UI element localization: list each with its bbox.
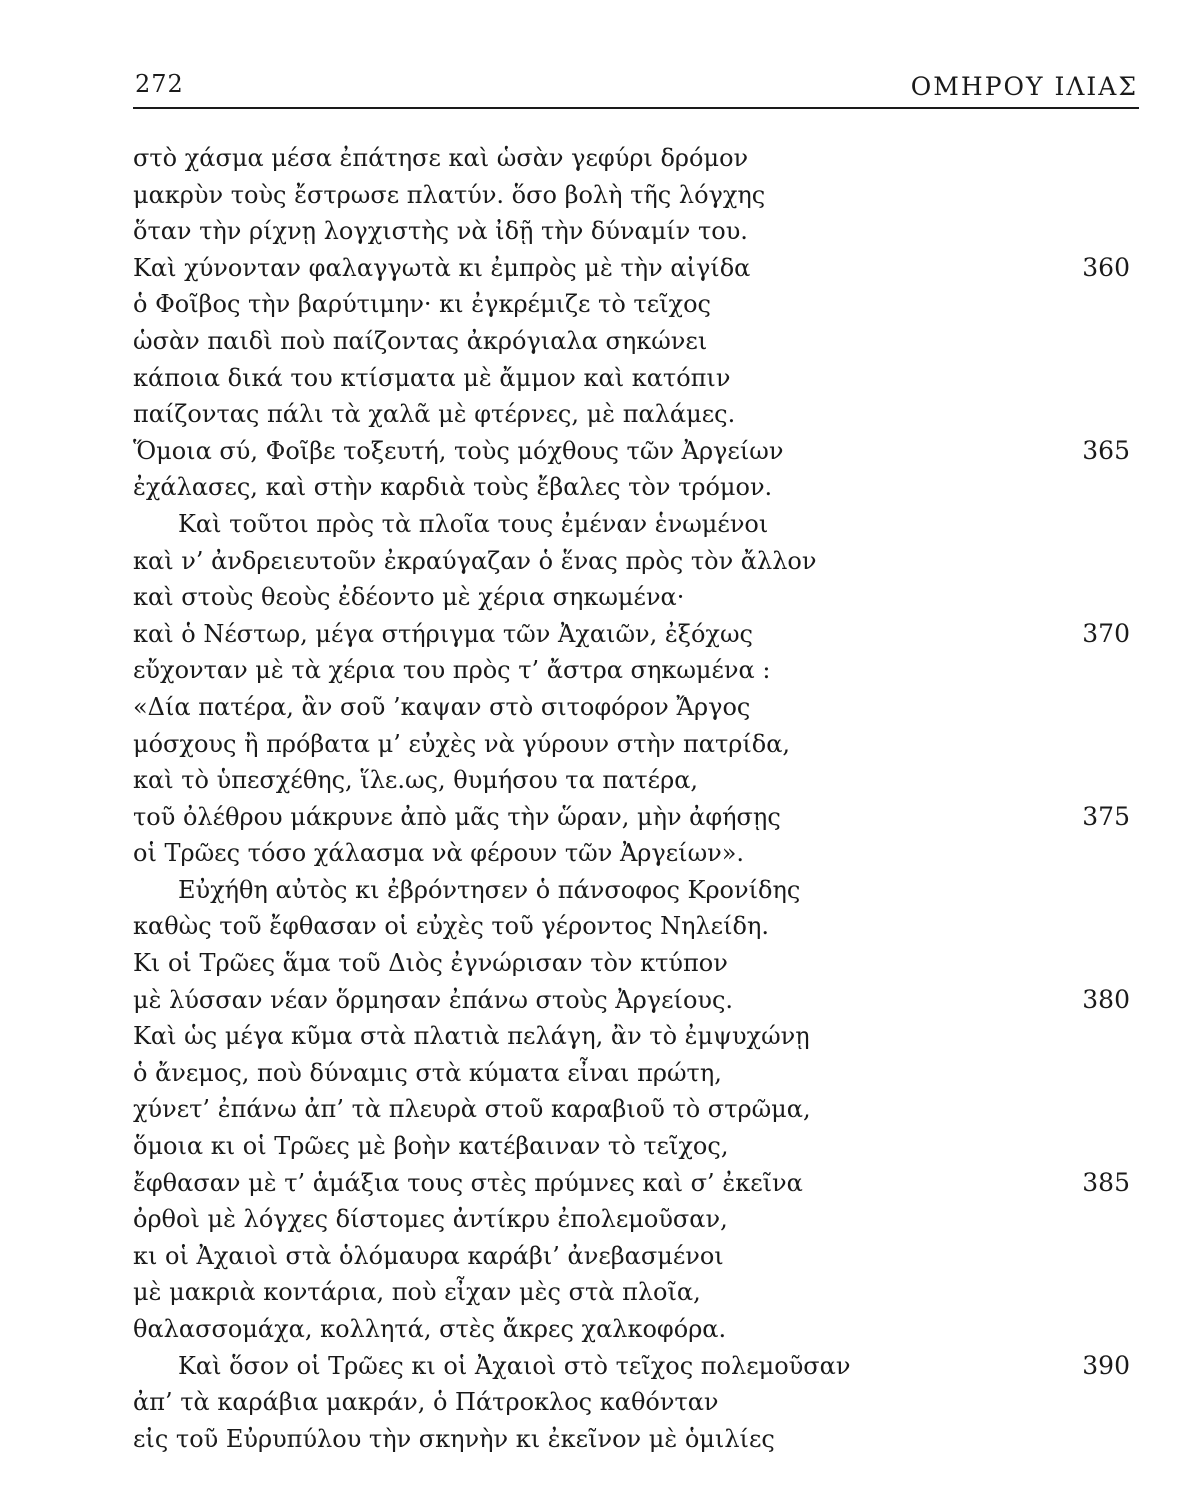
verse-line: [0, 506, 1190, 543]
verse-text: Καὶ ὡς μέγα κῦμα στὰ πλατιὰ πελάγη, ἂν τὸ ἐμψυχώνῃ: [133, 1022, 810, 1051]
verse-text: Καὶ τοῦτοι πρὸς τὰ πλοῖα τους ἐμέναν ἑνωμένοι: [178, 509, 769, 538]
verse-line: [0, 323, 1190, 360]
verse-text: κι οἱ Ἀχαιοὶ στὰ ὁλόμαυρα καράβι’ ἀνεβασμένοι: [133, 1241, 724, 1270]
verse-line: [0, 799, 1190, 836]
verse-text: Ὅμοια σύ, Φοῖβε τοξευτή, τοὺς μόχθους τῶν Ἀργείων: [133, 436, 784, 465]
line-number: 380: [1082, 984, 1130, 1014]
line-number: 360: [1082, 252, 1130, 282]
line-number: 370: [1082, 618, 1130, 648]
verse-line: [0, 1274, 1190, 1311]
running-title: ΟΜΗΡΟΥ ΙΛΙΑΣ: [910, 72, 1138, 101]
verse-line: [0, 177, 1190, 214]
verse-line: [0, 1018, 1190, 1055]
line-number: 375: [1082, 801, 1130, 831]
verse-line: [0, 616, 1190, 653]
verse-block: [0, 140, 1190, 1457]
verse-text: καὶ ὁ Νέστωρ, μέγα στήριγμα τῶν Ἀχαιῶν, ἐξόχως: [133, 619, 753, 648]
verse-line: [0, 286, 1190, 323]
verse-line: [0, 360, 1190, 397]
page-number: 272: [135, 70, 184, 98]
verse-text: χύνετ’ ἐπάνω ἀπ’ τὰ πλευρὰ στοῦ καραβιοῦ τὸ στρῶμα,: [133, 1095, 811, 1124]
verse-text: ὅταν τὴν ρίχνῃ λογχιστὴς νὰ ἰδῇ τὴν δύναμίν του.: [133, 217, 748, 246]
verse-line: [0, 835, 1190, 872]
verse-text: Κι οἱ Τρῶες ἅμα τοῦ Διὸς ἐγνώρισαν τὸν κτύπον: [133, 949, 728, 978]
verse-line: [0, 469, 1190, 506]
verse-text: Καὶ χύνονταν φαλαγγωτὰ κι ἐμπρὸς μὲ τὴν αἰγίδα: [133, 253, 751, 282]
verse-text: μόσχους ἢ πρόβατα μ’ εὐχὲς νὰ γύρουν στὴν πατρίδα,: [133, 729, 791, 758]
verse-line: [0, 872, 1190, 909]
verse-line: [0, 396, 1190, 433]
verse-line: [0, 652, 1190, 689]
verse-text: θαλασσομάχα, κολλητά, στὲς ἄκρες χαλκοφόρα.: [133, 1315, 727, 1343]
verse-text: μακρὺν τοὺς ἔστρωσε πλατύν. ὅσο βολὴ τῆς λόγχης: [133, 180, 766, 209]
verse-text: οἱ Τρῶες τόσο χάλασμα νὰ φέρουν τῶν Ἀργείων».: [133, 839, 745, 868]
verse-line: [0, 1348, 1190, 1385]
verse-text: παίζοντας πάλι τὰ χαλᾶ μὲ φτέρνες, μὲ παλάμες.: [133, 400, 736, 429]
verse-line: [0, 140, 1190, 177]
verse-line: [0, 689, 1190, 726]
line-number: 365: [1082, 435, 1130, 465]
verse-text: καὶ τὸ ὑπεσχέθης, ἵλε.ως, θυμήσου τα πατέρα,: [133, 766, 699, 795]
verse-text: ἐχάλασες, καὶ στὴν καρδιὰ τοὺς ἔβαλες τὸν τρόμον.: [133, 473, 773, 502]
line-number: 385: [1082, 1167, 1130, 1197]
verse-line: [0, 543, 1190, 580]
verse-line: [0, 908, 1190, 945]
verse-text: Εὐχήθη αὐτὸς κι ἐβρόντησεν ὁ πάνσοφος Κρονίδης: [178, 875, 801, 904]
verse-line: [0, 726, 1190, 763]
verse-text: ἔφθασαν μὲ τ’ ἁμάξια τους στὲς πρύμνες καὶ σ’ ἐκεῖνα: [133, 1168, 803, 1197]
verse-text: ὁ ἄνεμος, ποὺ δύναμις στὰ κύματα εἶναι πρώτη,: [133, 1058, 722, 1087]
verse-text: εὔχονταν μὲ τὰ χέρια του πρὸς τ’ ἄστρα σηκωμένα :: [133, 656, 771, 685]
verse-line: [0, 1091, 1190, 1128]
verse-line: [0, 1238, 1190, 1275]
verse-line: [0, 213, 1190, 250]
verse-text: Καὶ ὅσον οἱ Τρῶες κι οἱ Ἀχαιοὶ στὸ τεῖχος πολεμοῦσαν: [178, 1351, 851, 1380]
verse-line: [0, 762, 1190, 799]
verse-line: [0, 945, 1190, 982]
verse-text: ὅμοια κι οἱ Τρῶες μὲ βοὴν κατέβαιναν τὸ τεῖχος,: [133, 1132, 729, 1161]
verse-text: ὁ Φοῖβος τὴν βαρύτιμην· κι ἐγκρέμιζε τὸ τεῖχος: [133, 290, 711, 319]
verse-line: [0, 579, 1190, 616]
verse-line: [0, 1128, 1190, 1165]
verse-text: εἰς τοῦ Εὐρυπύλου τὴν σκηνὴν κι ἐκεῖνον μὲ ὁμιλίες: [133, 1424, 775, 1453]
verse-line: [0, 433, 1190, 470]
verse-text: ἀπ’ τὰ καράβια μακράν, ὁ Πάτροκλος καθόνταν: [133, 1388, 719, 1417]
verse-text: μὲ λύσσαν νέαν ὅρμησαν ἐπάνω στοὺς Ἀργείους.: [133, 985, 734, 1014]
verse-text: τοῦ ὀλέθρου μάκρυνε ἀπὸ μᾶς τὴν ὥραν, μὴν ἀφήσῃς: [133, 802, 781, 831]
verse-text: κάποια δικά του κτίσματα μὲ ἄμμον καὶ κατόπιν: [133, 363, 731, 392]
header-rule: [133, 107, 1139, 109]
verse-text: «Δία πατέρα, ἂν σοῦ ’καψαν στὸ σιτοφόρον Ἄργος: [133, 692, 751, 721]
verse-line: [0, 1384, 1190, 1421]
verse-line: [0, 1421, 1190, 1458]
verse-line: [0, 1055, 1190, 1092]
verse-line: [0, 1201, 1190, 1238]
verse-text: ὡσὰν παιδὶ ποὺ παίζοντας ἀκρόγιαλα σηκώνει: [133, 326, 708, 355]
verse-line: [0, 250, 1190, 287]
verse-text: μὲ μακριὰ κοντάρια, ποὺ εἶχαν μὲς στὰ πλοῖα,: [133, 1278, 701, 1307]
verse-text: καὶ στοὺς θεοὺς ἐδέοντο μὲ χέρια σηκωμένα·: [133, 583, 685, 612]
verse-text: καθὼς τοῦ ἔφθασαν οἱ εὐχὲς τοῦ γέροντος Νηλείδη.: [133, 912, 769, 941]
verse-text: στὸ χάσμα μέσα ἐπάτησε καὶ ὡσὰν γεφύρι δρόμον: [133, 144, 749, 172]
verse-line: [0, 1165, 1190, 1202]
verse-text: καὶ ν’ ἀνδρειευτοῦν ἐκραύγαζαν ὁ ἕνας πρὸς τὸν ἄλλον: [133, 546, 817, 575]
verse-line: [0, 982, 1190, 1019]
line-number: 390: [1082, 1350, 1130, 1380]
verse-line: [0, 1311, 1190, 1348]
verse-text: ὀρθοὶ μὲ λόγχες δίστομες ἀντίκρυ ἐπολεμοῦσαν,: [133, 1205, 728, 1234]
